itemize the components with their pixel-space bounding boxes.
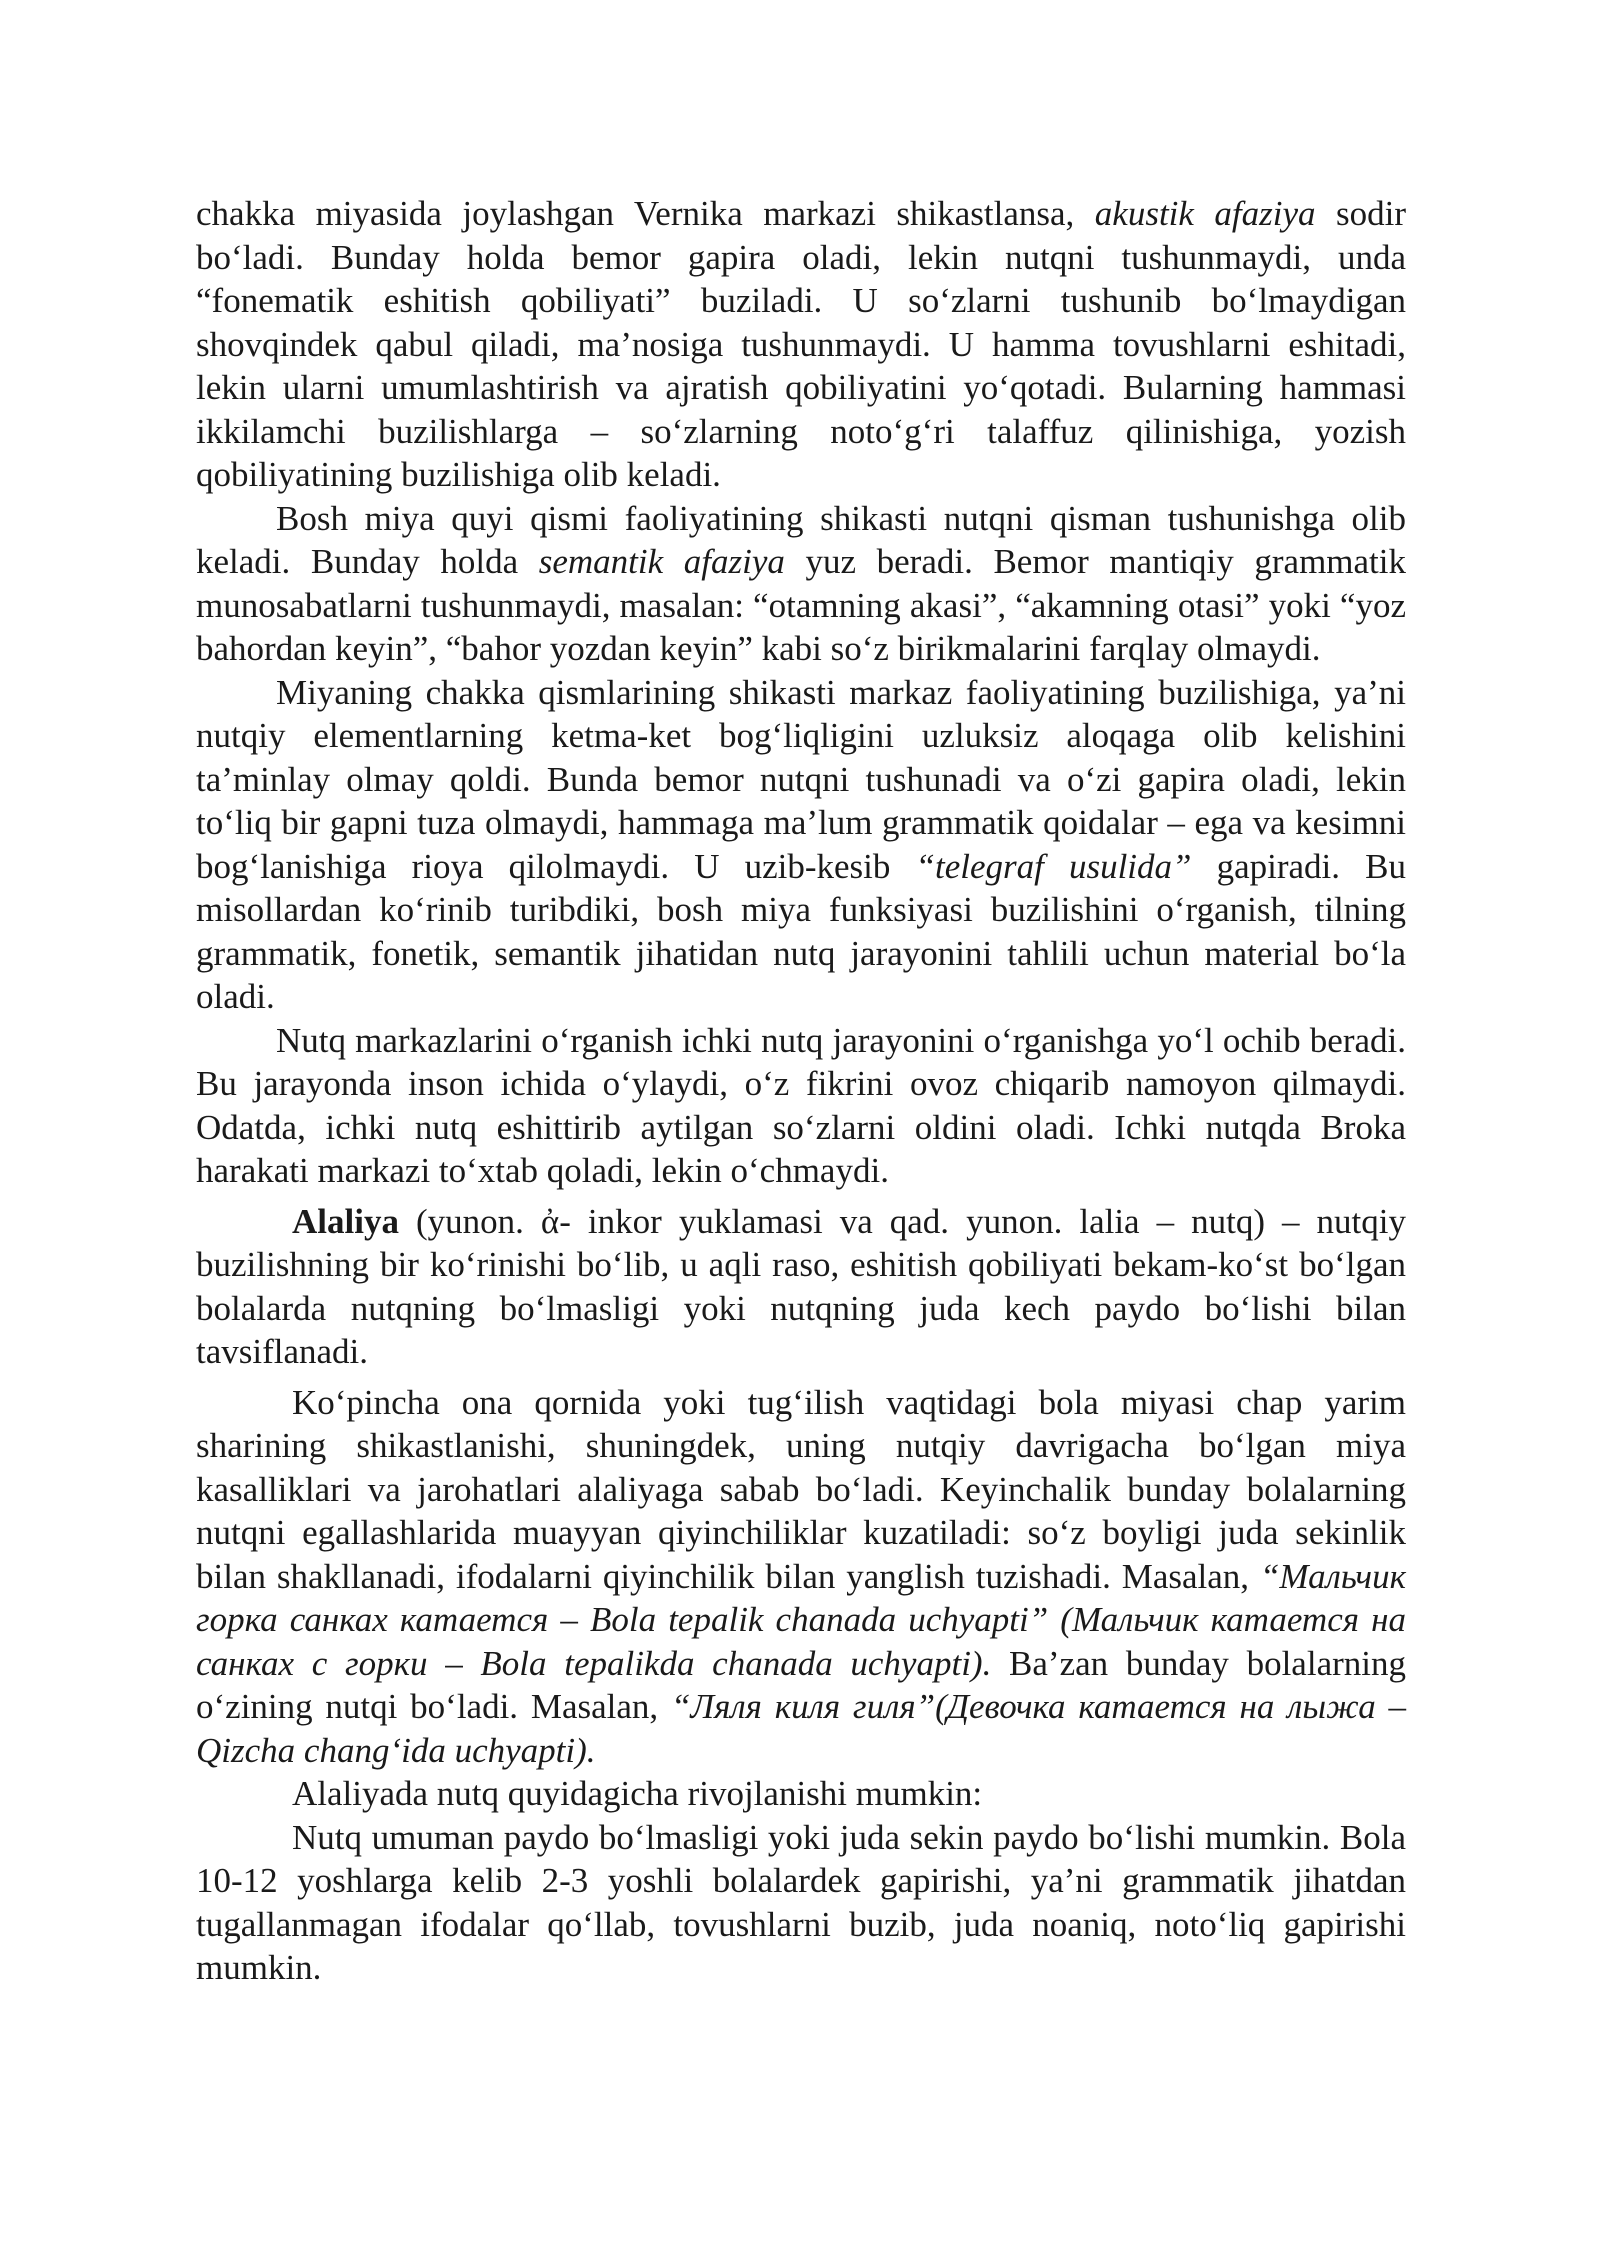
document-page xyxy=(196,192,1406,1990)
paragraph-chakka-qismlari xyxy=(196,671,1406,1019)
text-run: gapiradi. Bu misollardan ko‘rinib turibdiki, bosh miya funksiyasi buzilishini o‘rganish, tilning grammatik, fonetik, semantik jihatidan nutq jarayonini tahlili uchun material bo‘la oladi. xyxy=(196,846,1406,1016)
term-telegraf-usulida: “telegraf usulida” xyxy=(915,846,1192,886)
text-run: Bosh miya quyi qismi faoliyatining shikasti nutqni qisman tushunishga olib keladi. Bunday holda xyxy=(196,498,1406,581)
text-run: Alaliyada nutq quyidagicha rivojlanishi mumkin: xyxy=(292,1774,983,1813)
paragraph-ichki-nutq xyxy=(196,1019,1406,1193)
paragraph-alaliya-speech xyxy=(196,1816,1406,1990)
term-semantik-afaziya: semantik afaziya xyxy=(538,542,785,581)
paragraph-semantik-afaziya xyxy=(196,497,1406,671)
text-run: yuz beradi. Bemor mantiqiy grammatik munosabatlarni tushunmaydi, masalan: “otamning akasi”, “akamning otasi” yoki “yoz bahordan keyin”, “bahor yozdan keyin” kabi so‘z birikmalarini farqlay olmaydi. xyxy=(196,542,1406,668)
paragraph-akustik-afaziya xyxy=(196,192,1406,497)
text-run: sodir bo‘ladi. Bunday holda bemor gapira oladi, lekin nutqni tushunmaydi, unda “fonematik eshitish qobiliyati” buziladi. U so‘zlarni tushunib bo‘lmaydigan shovqindek qabul qiladi, ma’nosiga tushunmaydi. U hamma tovushlarni eshitadi, lekin ularni umumlashtirish va ajratish qobiliyatini yo‘qotadi. Bularning hammasi ikkilamchi buzilishlarga – so‘zlarning noto‘g‘ri talaffuz qilinishiga, yozish qobiliyatining buzilishiga olib keladi. xyxy=(196,194,1407,494)
paragraph-alaliya-definition xyxy=(196,1200,1406,1374)
text-run: (yunon. ἀ- inkor yuklamasi va qad. yunon. lalia – nutq) – nutqiy buzilishning bir ko‘rinishi bo‘lib, u aqli raso, eshitish qobiliyati bekam-ko‘st bo‘lgan bolalarda nutqning bo‘lmasligi yoki nutqning juda kech paydo bo‘lishi bilan tavsiflanadi. xyxy=(196,1201,1406,1371)
example-russian-uzbek-1: “Мальчик горка санках катается – Bola tepalik chanada uchyapti” (Мальчик катается на санках с горки – Bola tepalikda chanada uchyapti). xyxy=(196,1556,1406,1683)
text-run: Nutq umuman paydo bo‘lmasligi yoki juda sekin paydo bo‘lishi mumkin. Bola 10-12 yoshlarga kelib 2-3 yoshli bolalardek gapirishi, ya’ni grammatik jihatdan tugallanmagan ifodalar qo‘llab, tovushlarni buzib, juda noaniq, noto‘liq gapirishi mumkin. xyxy=(196,1817,1406,1987)
paragraph-alaliya-causes xyxy=(196,1381,1406,1773)
paragraph-alaliya-development xyxy=(196,1772,1406,1816)
text-run: chakka miyasida joylashgan Vernika markazi shikastlansa, xyxy=(196,194,1095,233)
text-run: Ba’zan bunday bolalarning o‘zining nutqi bo‘ladi. Masalan, xyxy=(196,1643,1406,1726)
text-run: Nutq markazlarini o‘rganish ichki nutq jarayonini o‘rganishga yo‘l ochib beradi. Bu jarayonda inson ichida o‘ylaydi, o‘z fikrini ovoz chiqarib namoyon qilmaydi. Odatda, ichki nutq eshittirib aytilgan so‘zlarni oldini oladi. Ichki nutqda Broka harakati markazi to‘xtab qoladi, lekin o‘chmaydi. xyxy=(196,1020,1406,1190)
text-run: Miyaning chakka qismlarining shikasti markaz faoliyatining buzilishiga, ya’ni nutqiy elementlarning ketma-ket bog‘liqligini uzluksiz aloqaga olib kelishini ta’minlay olmay qoldi. Bunda bemor nutqni tushunadi va o‘zi gapira oladi, lekin to‘liq bir gapni tuza olmaydi, hammaga ma’lum grammatik qoidalar – ega va kesimni bog‘lanishiga rioya qilolmaydi. U uzib-kesib xyxy=(196,672,1406,886)
text-run: Ko‘pincha ona qornida yoki tug‘ilish vaqtidagi bola miyasi chap yarim sharining shikastlanishi, shuningdek, uning nutqiy davrigacha bo‘lgan miya kasalliklari va jarohatlari alaliyaga sabab bo‘ladi. Keyinchalik bunday bolalarning nutqni egallashlarida muayyan qiyinchiliklar kuzatiladi: so‘z boyligi juda sekinlik bilan shakllanadi, ifodalarni qiyinchilik bilan yanglish tuzishadi. Masalan, xyxy=(196,1382,1406,1596)
example-russian-uzbek-2: “Ляля киля гиля”(Девочка катается на лыжа – Qizcha chang‘ida uchyapti). xyxy=(196,1687,1406,1770)
term-alaliya: Alaliya xyxy=(292,1201,399,1241)
term-akustik-afaziya: akustik afaziya xyxy=(1094,194,1316,233)
